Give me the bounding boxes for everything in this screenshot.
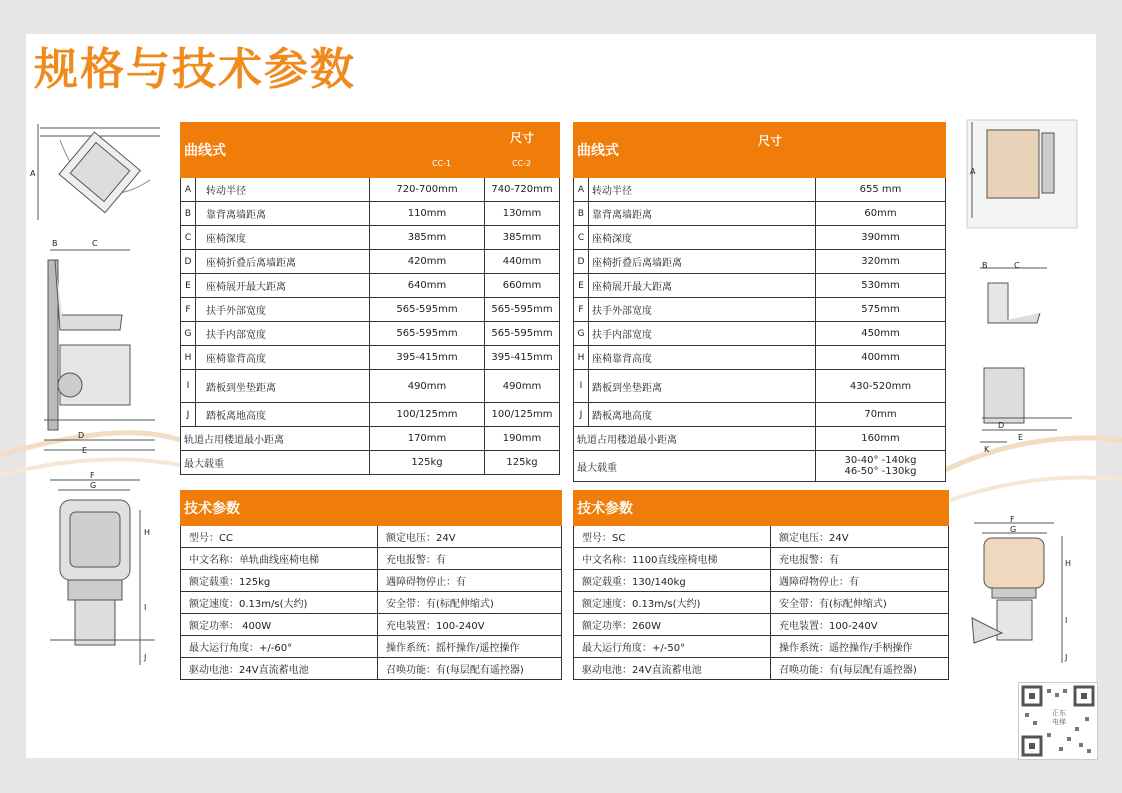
row-key: J (574, 403, 589, 427)
row-value: 390mm (816, 226, 946, 250)
tech-param-left: 型号：CC (181, 526, 378, 548)
row-label: 轨道占用楼道最小距离 (181, 427, 370, 451)
dim-label-j: J (144, 653, 147, 662)
dim-label-g-right: G (1010, 525, 1017, 534)
max-load-values (816, 451, 946, 482)
row-key: J (181, 403, 196, 427)
left-tech-table (180, 490, 562, 680)
dim-label-c-right: C (1014, 261, 1020, 270)
tech-param-right: 充电报警：有 (771, 548, 949, 570)
right-tech-table (573, 490, 949, 680)
tech-param-left: 额定载重：130/140kg (574, 570, 771, 592)
row-label: 踏板到坐垫距离 (196, 370, 370, 403)
tech-param-left: 驱动电池：24V直流蓄电池 (574, 658, 771, 680)
right-tech-header: 技术参数 (574, 491, 949, 526)
table-row (574, 403, 946, 427)
table-row (181, 298, 560, 322)
row-key: H (574, 346, 589, 370)
table-row (574, 636, 949, 658)
dim-label-e: E (82, 446, 88, 455)
row-key: C (574, 226, 589, 250)
table-row (574, 614, 949, 636)
dim-label-a: A (30, 169, 36, 178)
tech-param-right: 充电装置：100-240V (771, 614, 949, 636)
tech-param-right: 召唤功能：有(每层配有遥控器) (771, 658, 949, 680)
row-label: 最大载重 (574, 451, 816, 482)
tech-param-right: 操作系统：摇杆操作/遥控操作 (378, 636, 562, 658)
table-row (574, 322, 946, 346)
table-row (574, 274, 946, 298)
table-row (574, 202, 946, 226)
dim-label-e-right: E (1018, 433, 1024, 442)
tech-param-right: 遇障碍物停止：有 (378, 570, 562, 592)
table-row (574, 592, 949, 614)
dim-label-d: D (78, 431, 85, 440)
table-row (181, 526, 562, 548)
dim-label-i-right: I (1065, 616, 1068, 625)
row-label: 扶手内部宽度 (196, 322, 370, 346)
tech-param-left: 型号：SC (574, 526, 771, 548)
row-label: 座椅深度 (589, 226, 816, 250)
row-key: B (181, 202, 196, 226)
table-row (181, 636, 562, 658)
row-key: E (574, 274, 589, 298)
row-value-cc2: 660mm (485, 274, 560, 298)
row-value-cc1: 125kg (370, 451, 485, 475)
row-key: D (574, 250, 589, 274)
tech-param-right: 充电装置：100-240V (378, 614, 562, 636)
row-value-cc1: 385mm (370, 226, 485, 250)
row-key: C (181, 226, 196, 250)
row-label: 扶手外部宽度 (196, 298, 370, 322)
row-label: 扶手外部宽度 (589, 298, 816, 322)
dim-label-c: C (92, 239, 98, 248)
table-row (181, 250, 560, 274)
dim-label-h: H (144, 528, 151, 537)
table-row (181, 658, 562, 680)
tech-param-left: 中文名称：单轨曲线座椅电梯 (181, 548, 378, 570)
right-spec-header: 曲线式 (574, 123, 816, 178)
table-row (181, 322, 560, 346)
row-label: 座椅靠背高度 (196, 346, 370, 370)
table-row (181, 178, 560, 202)
table-row (574, 370, 946, 403)
tech-param-left: 最大运行角度：+/-50° (574, 636, 771, 658)
row-value-cc2: 190mm (485, 427, 560, 451)
table-row (574, 526, 949, 548)
row-value-cc1: 395-415mm (370, 346, 485, 370)
row-value-cc1: 490mm (370, 370, 485, 403)
row-value-cc2: 385mm (485, 226, 560, 250)
row-label: 座椅展开最大距离 (196, 274, 370, 298)
row-label: 座椅深度 (196, 226, 370, 250)
row-label: 轨道占用楼道最小距离 (574, 427, 816, 451)
row-label: 转动半径 (196, 178, 370, 202)
row-label: 座椅折叠后离墙距离 (196, 250, 370, 274)
table-row (574, 178, 946, 202)
table-row (574, 548, 949, 570)
row-value-cc2: 125kg (485, 451, 560, 475)
left-tech-header: 技术参数 (181, 491, 562, 526)
row-value-cc2: 490mm (485, 370, 560, 403)
qr-code (1018, 682, 1098, 760)
row-value-cc2: 395-415mm (485, 346, 560, 370)
table-row (574, 570, 949, 592)
tech-param-left: 中文名称：1100直线座椅电梯 (574, 548, 771, 570)
tech-param-right: 额定电压：24V (771, 526, 949, 548)
row-value: 70mm (816, 403, 946, 427)
right-spec-size-label: 尺寸 (758, 133, 783, 148)
row-value: 160mm (816, 427, 946, 451)
row-value: 320mm (816, 250, 946, 274)
table-row (181, 274, 560, 298)
row-value: 530mm (816, 274, 946, 298)
dim-label-f: F (90, 471, 95, 480)
tech-param-left: 额定速度：0.13m/s(大约) (181, 592, 378, 614)
table-row (181, 370, 560, 403)
dim-label-f-right: F (1010, 515, 1015, 524)
table-row (181, 548, 562, 570)
left-spec-table (180, 122, 560, 475)
table-row (574, 346, 946, 370)
row-value-cc2: 440mm (485, 250, 560, 274)
dim-label-k-right: K (984, 445, 990, 454)
row-label: 靠背离墙距离 (589, 202, 816, 226)
row-value: 400mm (816, 346, 946, 370)
table-row (181, 427, 560, 451)
left-spec-col1: CC-1 (432, 159, 452, 168)
table-row (574, 226, 946, 250)
row-value-cc2: 565-595mm (485, 322, 560, 346)
row-key: F (181, 298, 196, 322)
dim-label-i: I (144, 603, 147, 612)
dim-label-d-right: D (998, 421, 1005, 430)
max-load-value-1: 30-40° -140kg (844, 455, 917, 466)
row-key: G (574, 322, 589, 346)
right-spec-table (573, 122, 946, 482)
row-key: E (181, 274, 196, 298)
table-row (181, 614, 562, 636)
row-key: F (574, 298, 589, 322)
row-value-cc1: 110mm (370, 202, 485, 226)
row-value-cc1: 565-595mm (370, 298, 485, 322)
row-label: 座椅展开最大距离 (589, 274, 816, 298)
dim-label-g: G (90, 481, 97, 490)
tech-param-right: 安全带：有(标配伸缩式) (378, 592, 562, 614)
dim-label-j-right: J (1065, 653, 1068, 662)
row-key: H (181, 346, 196, 370)
row-label: 座椅靠背高度 (589, 346, 816, 370)
tech-param-right: 遇障碍物停止：有 (771, 570, 949, 592)
row-value-cc2: 130mm (485, 202, 560, 226)
dim-label-b-right: B (982, 261, 988, 270)
tech-param-left: 额定功率：260W (574, 614, 771, 636)
row-value: 60mm (816, 202, 946, 226)
table-row (181, 202, 560, 226)
row-value-cc1: 170mm (370, 427, 485, 451)
table-row (181, 346, 560, 370)
row-label: 踏板离地高度 (196, 403, 370, 427)
table-row (181, 403, 560, 427)
table-row (574, 427, 946, 451)
tech-param-right: 充电报警：有 (378, 548, 562, 570)
row-key: I (181, 370, 196, 403)
row-label: 最大载重 (181, 451, 370, 475)
row-value-cc2: 565-595mm (485, 298, 560, 322)
left-spec-col2: CC-2 (512, 159, 532, 168)
row-key: G (181, 322, 196, 346)
row-key: A (181, 178, 196, 202)
tech-param-right: 额定电压：24V (378, 526, 562, 548)
row-key: I (574, 370, 589, 403)
row-key: D (181, 250, 196, 274)
row-value-cc1: 420mm (370, 250, 485, 274)
curve-chair-diagrams (30, 120, 165, 680)
tech-param-left: 额定速度：0.13m/s(大约) (574, 592, 771, 614)
tech-param-left: 额定载重：125kg (181, 570, 378, 592)
tech-param-left: 最大运行角度：+/-60° (181, 636, 378, 658)
table-row (574, 451, 946, 482)
row-value: 450mm (816, 322, 946, 346)
table-row (574, 658, 949, 680)
row-value-cc2: 740-720mm (485, 178, 560, 202)
row-value-cc1: 720-700mm (370, 178, 485, 202)
page-title: 规格与技术参数 (34, 44, 356, 95)
table-row (181, 451, 560, 475)
left-spec-header: 曲线式 (181, 123, 370, 178)
tech-param-left: 额定功率： 400W (181, 614, 378, 636)
row-value: 655 mm (816, 178, 946, 202)
row-value: 430-520mm (816, 370, 946, 403)
straight-chair-diagrams (962, 118, 1082, 678)
row-key: A (574, 178, 589, 202)
row-label: 踏板到坐垫距离 (589, 370, 816, 403)
dim-label-h-right: H (1065, 559, 1072, 568)
table-row (574, 298, 946, 322)
row-value-cc1: 100/125mm (370, 403, 485, 427)
max-load-value-2: 46-50° -130kg (844, 466, 917, 477)
tech-param-left: 驱动电池：24V直流蓄电池 (181, 658, 378, 680)
row-value: 575mm (816, 298, 946, 322)
tech-param-right: 操作系统：遥控操作/手柄操作 (771, 636, 949, 658)
row-value-cc2: 100/125mm (485, 403, 560, 427)
row-label: 扶手内部宽度 (589, 322, 816, 346)
table-row (181, 570, 562, 592)
row-label: 座椅折叠后离墙距离 (589, 250, 816, 274)
row-key: B (574, 202, 589, 226)
table-row (181, 226, 560, 250)
qr-center-text: 正东 电梯 (1052, 709, 1066, 726)
dim-label-a-right: A (970, 167, 976, 176)
table-row (574, 250, 946, 274)
row-value-cc1: 640mm (370, 274, 485, 298)
tech-param-right: 安全带：有(标配伸缩式) (771, 592, 949, 614)
row-label: 踏板离地高度 (589, 403, 816, 427)
left-spec-size-label: 尺寸 (510, 131, 535, 145)
tech-param-right: 召唤功能：有(每层配有遥控器) (378, 658, 562, 680)
row-label: 转动半径 (589, 178, 816, 202)
table-row (181, 592, 562, 614)
row-value-cc1: 565-595mm (370, 322, 485, 346)
row-label: 靠背离墙距离 (196, 202, 370, 226)
dim-label-b: B (52, 239, 58, 248)
